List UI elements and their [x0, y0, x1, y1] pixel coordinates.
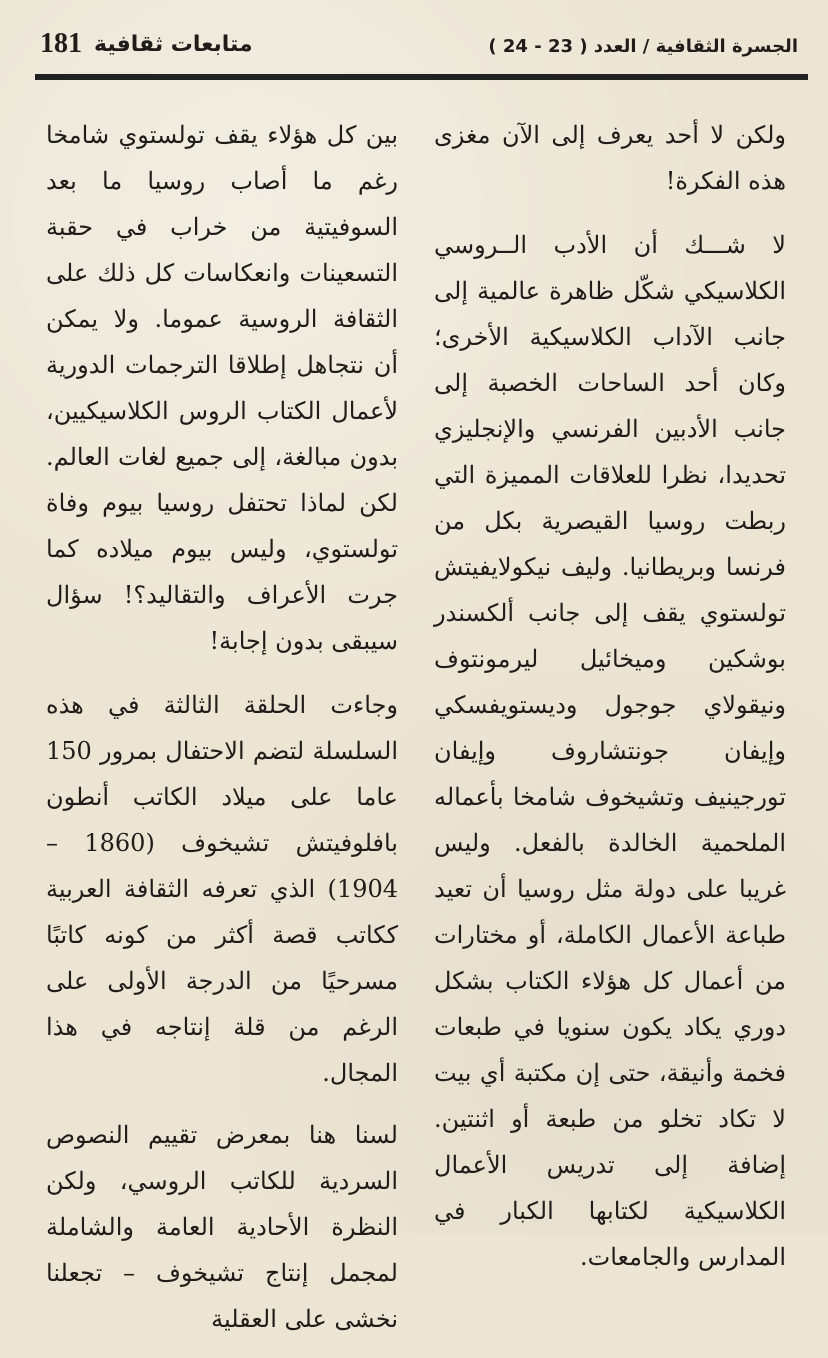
- journal-issue: الجسرة الثقافية / العدد ( 23 - 24 ): [488, 36, 798, 57]
- left-paragraph-1: بين كل هؤلاء يقف تولستوي شامخا رغم ما أصاب روسيا ما بعد السوفيتية من خراب في حقبة التسعينات وانعكاسات كل ذلك على الثقافة الروسية عموما. ولا يمكن أن نتجاهل إطلاقا الترجمات الدورية لأعمال الكتاب الروس الكلاسيكيين، بدون مبالغة، إلى جميع لغات العالم. لكن لماذا تحتفل روسيا بيوم وفاة تولستوي، وليس بيوم ميلاده كما جرت الأعراف والتقاليد؟! سؤال سيبقى بدون إجابة!: [46, 121, 398, 655]
- left-paragraph-3: لسنا هنا بمعرض تقييم النصوص السردية للكاتب الروسي، ولكن النظرة الأحادية العامة والشاملة لمجمل إنتاج تشيخوف – تجعلنا نخشى على العقلية: [46, 1121, 398, 1333]
- section-title: متابعات ثقافية: [94, 31, 253, 57]
- right-paragraph-1: ولكن لا أحد يعرف إلى الآن مغزى هذه الفكرة!: [434, 121, 786, 195]
- right-column: [434, 112, 786, 1296]
- right-paragraph-2: لا شـــك أن الأدب الــروسي الكلاسيكي شكّل ظاهرة عالمية إلى جانب الآداب الكلاسيكية الأخرى؛ وكان أحد الساحات الخصبة إلى جانب الأدبين الفرنسي والإنجليزي تحديدا، نظرا للعلاقات المميزة التي ربطت روسيا القيصرية بكل من فرنسا وبريطانيا. وليف نيكولايفيتش تولستوي يقف إلى جانب ألكسندر بوشكين وميخائيل ليرمونتوف ونيقولاي جوجول وديستويفسكي وإيفان جونتشاروف وإيفان تورجينيف وتشيخوف شامخا بأعماله الملحمية الخالدة بالفعل. وليس غريبا على دولة مثل روسيا أن تعيد طباعة الأعمال الكاملة، أو مختارات من أعمال كل هؤلاء الكتاب بشكل دوري يكاد يكون سنويا في طبعات فخمة وأنيقة، حتى إن مكتبة أي بيت لا تكاد تخلو من طبعة أو اثنتين. إضافة إلى تدريس الأعمال الكلاسيكية لكتابها الكبار في المدارس والجامعات.: [434, 231, 786, 1271]
- left-column: [46, 112, 398, 1358]
- left-paragraph-2: وجاءت الحلقة الثالثة في هذه السلسلة لتضم الاحتفال بمرور 150 عاما على ميلاد الكاتب أنطون بافلوفيتش تشيخوف (1860 – 1904) الذي تعرفه الثقافة العربية ككاتب قصة أكثر من كونه كاتبًا مسرحيًا من الدرجة الأولى على الرغم من قلة إنتاجه في هذا المجال.: [46, 691, 398, 1087]
- page-number: 181: [40, 28, 82, 59]
- text-columns: [46, 112, 786, 1333]
- page-header: [40, 28, 798, 72]
- header-left-group: [40, 28, 253, 60]
- header-rule: [35, 74, 808, 80]
